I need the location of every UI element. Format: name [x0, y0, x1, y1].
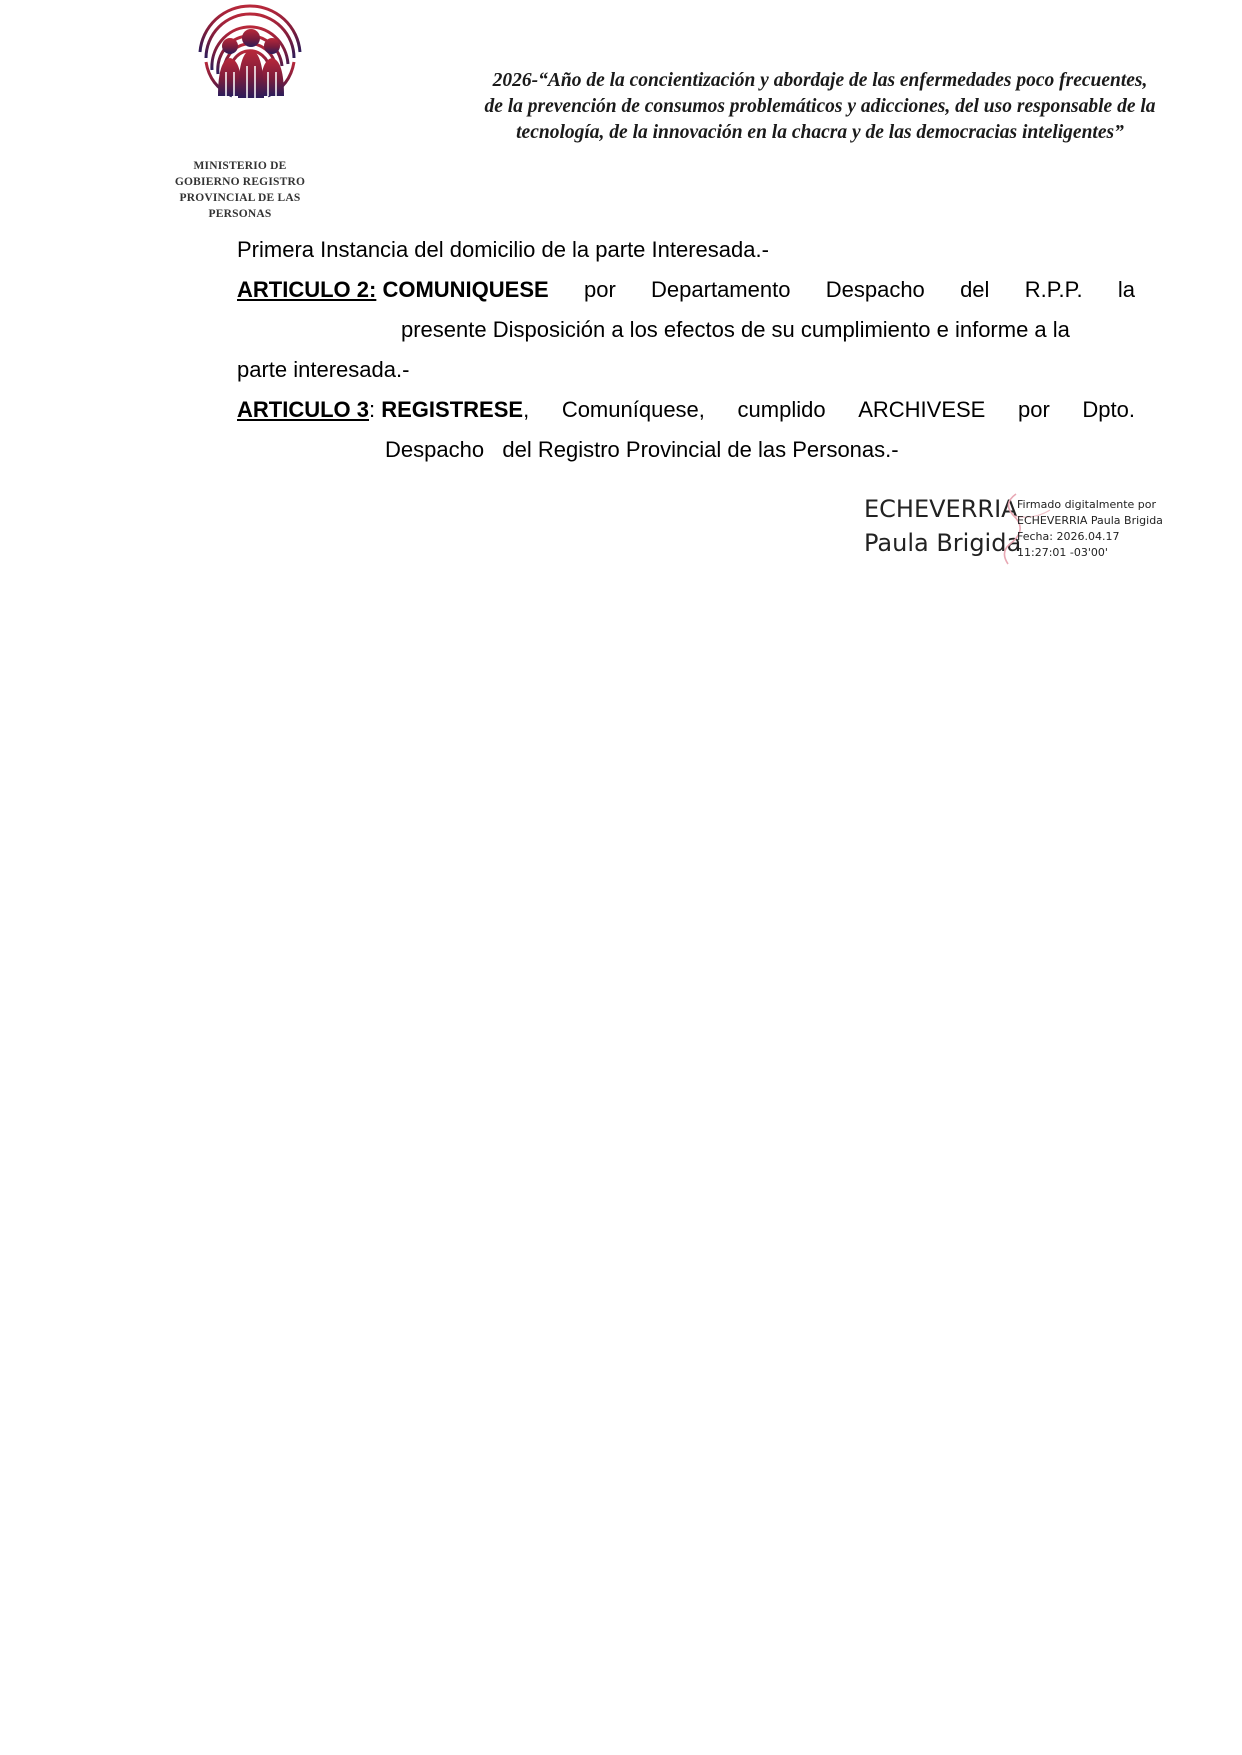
article-2-heading	[237, 270, 549, 310]
body-word: cumplido	[737, 397, 826, 422]
article-2-line	[237, 270, 1135, 310]
body-word: ,	[523, 397, 530, 422]
body-word: por	[1017, 397, 1050, 422]
body-word: la	[1117, 277, 1135, 302]
body-word: ARCHIVESE	[858, 397, 986, 422]
ministry-line: GOBIERNO REGISTRO	[174, 176, 306, 188]
ministry-line: MINISTERIO DE	[193, 160, 287, 172]
article-2-keyword: COMUNIQUESE	[382, 277, 549, 302]
article-3-label: ARTICULO 3	[237, 397, 369, 422]
article-3-heading	[237, 390, 529, 430]
year-motto	[440, 68, 1200, 146]
disposition-body	[237, 230, 1135, 470]
body-line	[237, 430, 1135, 470]
body-line: presente Disposición a los efectos de su cumplimiento e informe a la	[401, 317, 1070, 342]
motto-line: 2026-“Año de la concientización y abordaje de las enfermedades poco frecuentes,	[492, 70, 1148, 91]
body-word: Comuníquese,	[561, 397, 705, 422]
body-text-span: Despacho del Registro Provincial de las Personas.-	[385, 437, 899, 462]
signature-meta-line: Fecha: 2026.04.17	[1017, 530, 1120, 543]
body-word: Departamento	[651, 277, 791, 302]
ministry-line: PROVINCIAL DE LAS	[179, 192, 301, 204]
body-word: Despacho	[825, 277, 925, 302]
digital-signature-details	[1017, 497, 1163, 561]
signature-meta-line: 11:27:01 -03'00'	[1017, 546, 1108, 559]
article-2-label: ARTICULO 2:	[237, 277, 377, 302]
signature-meta-line: ECHEVERRIA Paula Brigida	[1017, 514, 1163, 527]
ministry-logo	[192, 0, 308, 102]
body-line: parte interesada.-	[237, 357, 410, 382]
signer-surname: ECHEVERRIA	[864, 495, 1018, 523]
article-3-colon: :	[369, 397, 376, 422]
article-3-keyword: REGISTRESE	[381, 397, 524, 422]
article-3-line	[237, 390, 1135, 430]
ministry-line: PERSONAS	[208, 208, 272, 220]
motto-line: de la prevención de consumos problemáticos y adicciones, del uso responsable de la	[484, 96, 1156, 117]
body-word: Dpto.	[1082, 397, 1135, 422]
ministry-name	[160, 158, 320, 222]
signer-given-name: Paula Brigida	[864, 529, 1022, 557]
body-word: por	[583, 277, 616, 302]
body-word: del	[960, 277, 990, 302]
body-word: R.P.P.	[1024, 277, 1083, 302]
motto-line: tecnología, de la innovación en la chacra y de las democracias inteligentes”	[516, 122, 1124, 143]
signature-meta-line: Firmado digitalmente por	[1017, 498, 1157, 511]
body-line: Primera Instancia del domicilio de la parte Interesada.-	[237, 237, 769, 262]
